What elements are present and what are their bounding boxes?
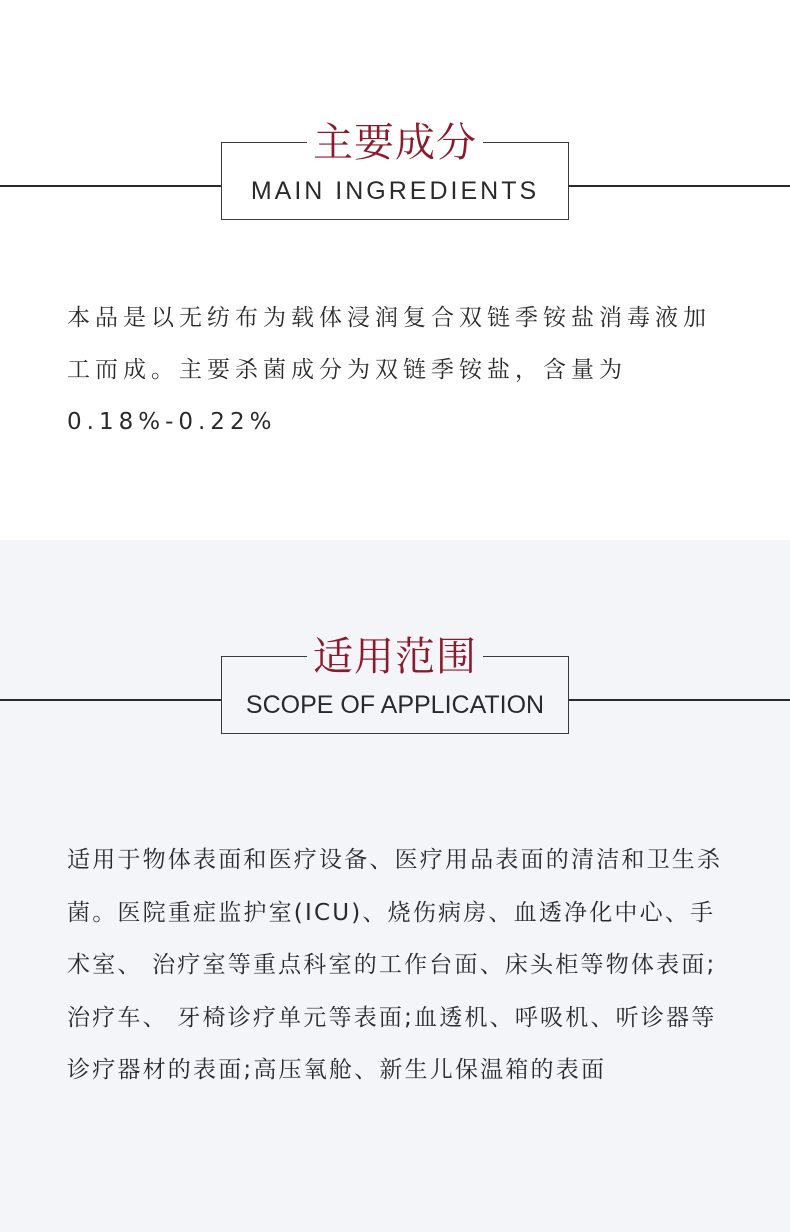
header-rule-right (569, 185, 790, 187)
ingredients-title-zh: 主要成分 (307, 121, 483, 165)
ingredients-title-en: MAIN INGREDIENTS (250, 177, 540, 205)
application-title-en: SCOPE OF APPLICATION (245, 691, 545, 719)
header-rule-left (0, 699, 221, 701)
ingredients-header (221, 120, 569, 220)
application-title-zh: 适用范围 (307, 635, 483, 679)
application-body: 适用于物体表面和医疗设备、医疗用品表面的清洁和卫生杀菌。医院重症监护室(ICU)、烧伤病房、血透净化中心、手术室、 治疗室等重点科室的工作台面、床头柜等物体表面;治疗车、 牙椅诊疗单元等表面;血透机、呼吸机、听诊器等诊疗器材的表面;高压氧舱、新生儿保温箱的表面 (67, 847, 723, 1083)
ingredients-body: 本品是以无纺布为载体浸润复合双链季铵盐消毒液加工而成。主要杀菌成分为双链季铵盐，含量为0.18%-0.22% (67, 305, 711, 435)
ingredients-section (0, 0, 790, 540)
application-header (221, 634, 569, 734)
application-section (0, 540, 790, 1232)
header-rule-right (569, 699, 790, 701)
header-rule-left (0, 185, 221, 187)
